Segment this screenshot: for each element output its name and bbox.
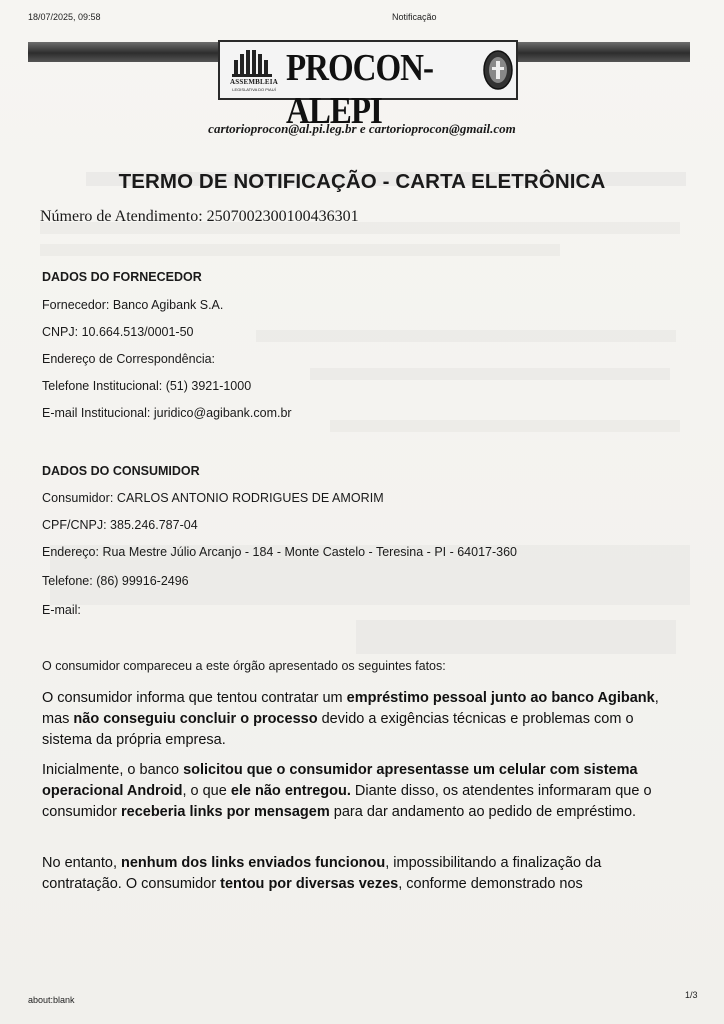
fatos-paragraph-3 — [42, 853, 682, 895]
paragraph-text: , o que — [182, 783, 231, 799]
paragraph-text: devido a exigências técnicas e problemas com o sistema da própria empresa. — [42, 711, 634, 748]
paragraph-text: No entanto, — [42, 855, 121, 871]
assembleia-logo — [226, 48, 278, 94]
fornecedor-endereco: Endereço de Correspondência: — [42, 352, 216, 366]
consumidor-telefone: Telefone: (86) 99916-2496 — [42, 574, 189, 588]
fatos-intro: O consumidor compareceu a este órgão apresentado os seguintes fatos: — [42, 659, 446, 673]
paragraph-text: , conforme demonstrado nos — [398, 876, 583, 892]
print-date: 18/07/2025, 09:58 — [28, 12, 101, 22]
fornecedor-heading: DADOS DO FORNECEDOR — [42, 270, 202, 284]
paragraph-text: Diante disso, os atendentes informaram que o consumidor — [42, 783, 652, 820]
paragraph-text: , impossibilitando a finalização da contratação. O consumidor — [42, 855, 602, 892]
consumidor-name: Consumidor: CARLOS ANTONIO RODRIGUES DE AMORIM — [42, 491, 384, 505]
atendimento-number: Número de Atendimento: 2507002300100436301 — [40, 208, 359, 225]
consumidor-endereco: Endereço: Rua Mestre Júlio Arcanjo - 184 - Monte Castelo - Teresina - PI - 64017-360 — [42, 545, 518, 559]
logo-line2: LEGISLATIVA DO PIAUÍ — [232, 87, 276, 92]
consumidor-cpf: CPF/CNPJ: 385.246.787-04 — [42, 518, 198, 532]
paragraph-text: O consumidor informa que tentou contratar um — [42, 690, 347, 706]
fatos-paragraph-2 — [42, 760, 682, 823]
emphasis-text: empréstimo pessoal junto ao banco Agibank — [346, 690, 655, 706]
consumidor-heading: DADOS DO CONSUMIDOR — [42, 464, 200, 478]
paragraph-text: , mas — [42, 690, 659, 727]
banner-title: PROCON-ALEPI — [286, 48, 433, 132]
emphasis-text: solicitou que o consumidor apresentasse um celular com sistema operacional Android — [42, 762, 638, 799]
print-url: about:blank — [28, 995, 75, 1005]
procon-emblem-icon — [482, 49, 514, 91]
fatos-paragraph-1 — [42, 688, 682, 751]
fornecedor-email: E-mail Institucional: juridico@agibank.com.br — [42, 406, 292, 420]
emphasis-text: nenhum dos links enviados funcionou — [121, 855, 386, 871]
emphasis-text: tentou por diversas vezes — [220, 876, 399, 892]
consumidor-email: E-mail: — [42, 603, 81, 617]
assembleia-logo-icon — [226, 48, 278, 78]
fornecedor-name: Fornecedor: Banco Agibank S.A. — [42, 298, 224, 312]
print-title: Notificação — [392, 12, 437, 22]
paragraph-text: para dar andamento ao pedido de empréstimo. — [329, 804, 637, 820]
paragraph-text: Inicialmente, o banco — [42, 762, 184, 778]
contact-emails: cartorioprocon@al.pi.leg.br e cartorioprocon@gmail.com — [208, 121, 516, 136]
document-title: TERMO DE NOTIFICAÇÃO - CARTA ELETRÔNICA — [118, 170, 606, 193]
fornecedor-cnpj: CNPJ: 10.664.513/0001-50 — [42, 325, 194, 339]
fornecedor-telefone: Telefone Institucional: (51) 3921-1000 — [42, 379, 252, 393]
emphasis-text: ele não entregou. — [230, 783, 351, 799]
emphasis-text: não conseguiu concluir o processo — [73, 711, 318, 727]
print-page-number: 1/3 — [685, 990, 698, 1000]
emphasis-text: receberia links por mensagem — [120, 804, 330, 820]
logo-line1: ASSEMBLEIA — [230, 78, 278, 86]
